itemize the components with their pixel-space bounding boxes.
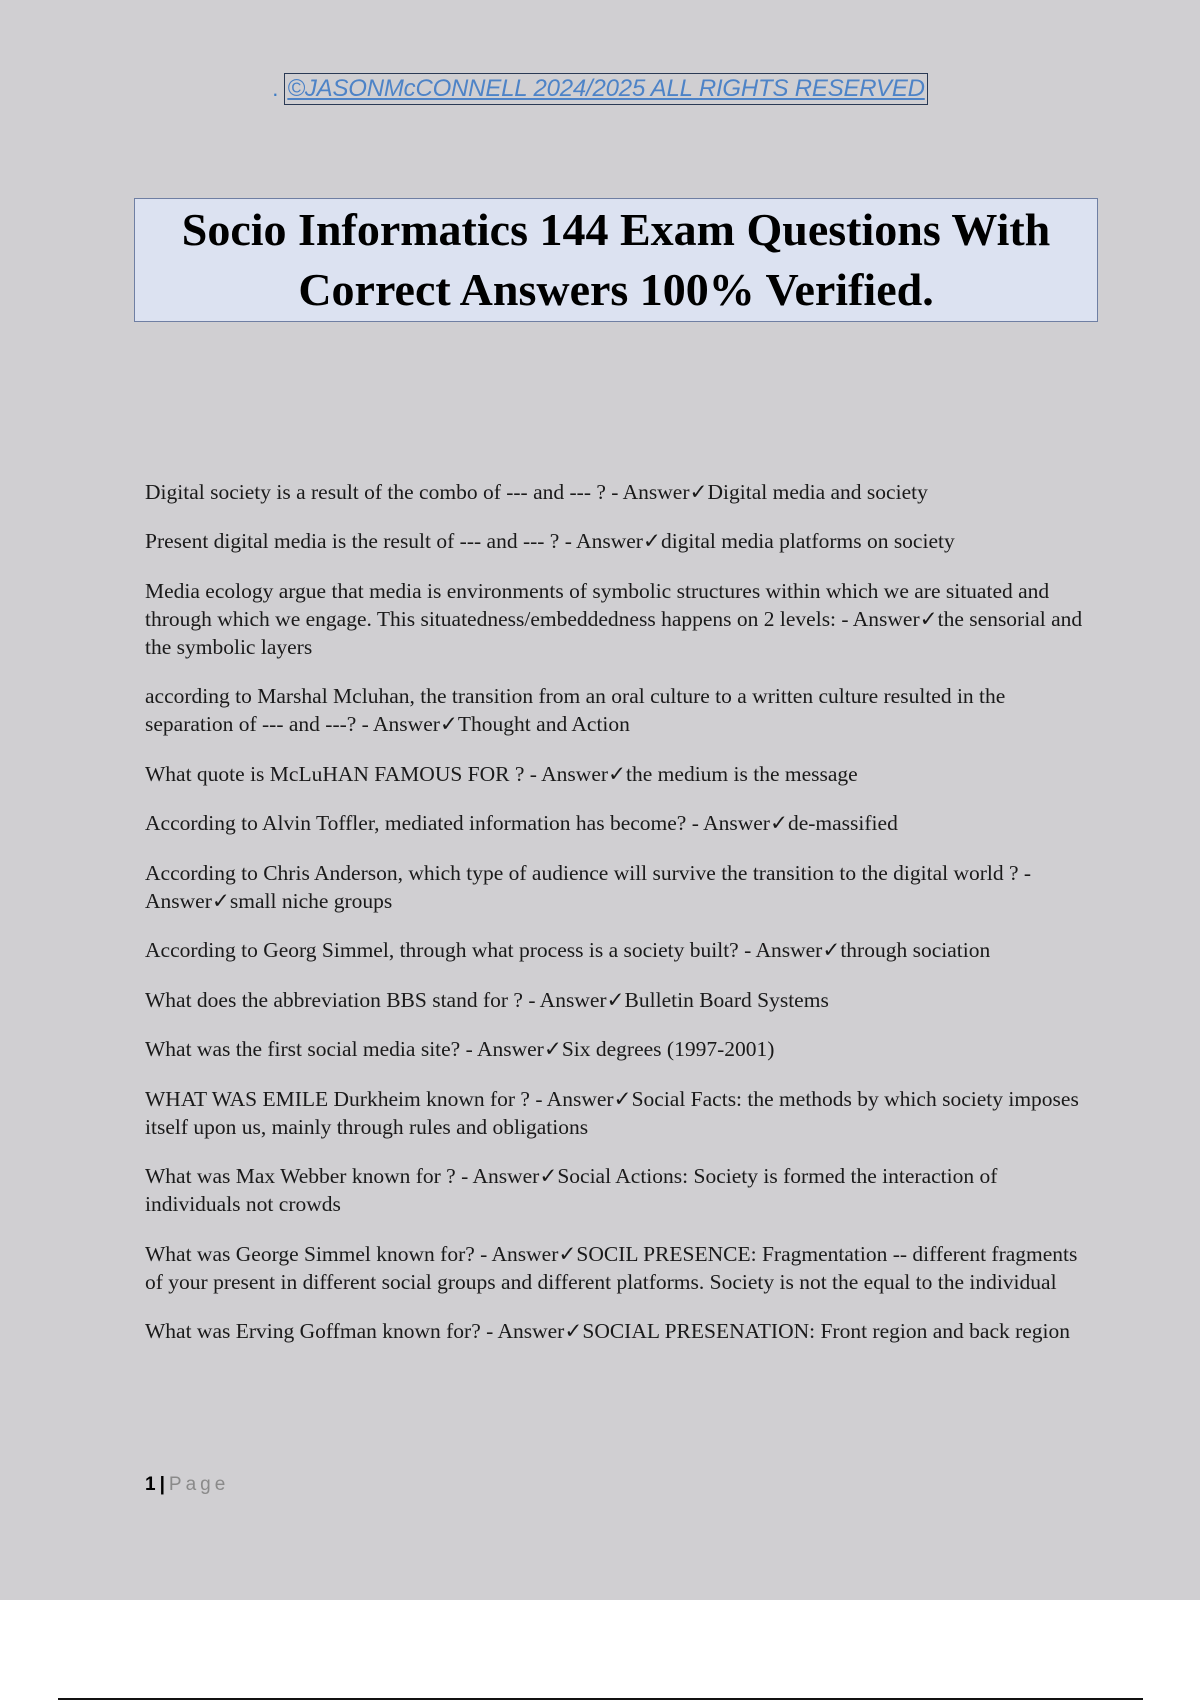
- page-label: Page: [168, 1474, 230, 1495]
- qa-list: [145, 456, 1090, 1365]
- title-line-1: Socio Informatics 144 Exam Questions With: [181, 204, 1051, 255]
- copyright-dot: .: [272, 76, 279, 101]
- page-footer: [145, 1474, 229, 1496]
- qa-item: Media ecology argue that media is environments of symbolic structures within which we are situated and through which we engage. This situatedness/embeddedness happens on 2 levels: - Answer✓the sensorial and the symbolic layers: [145, 578, 1083, 659]
- qa-item: Present digital media is the result of --- and --- ? - Answer✓digital media platforms on society: [145, 529, 955, 553]
- qa-item: According to Georg Simmel, through what process is a society built? - Answer✓through sociation: [145, 938, 991, 962]
- footer-separator: |: [159, 1474, 165, 1495]
- qa-item: What was the first social media site? - Answer✓Six degrees (1997-2001): [145, 1037, 775, 1061]
- qa-item: What was Max Webber known for ? - Answer✓Social Actions: Society is formed the interaction of individuals not crowds: [145, 1164, 998, 1216]
- qa-item: What quote is McLuHAN FAMOUS FOR ? - Answer✓the medium is the message: [145, 761, 858, 786]
- qa-item: according to Marshal Mcluhan, the transition from an oral culture to a written culture resulted in the separation of --- and ---? - Answer✓Thought and Action: [145, 684, 1006, 736]
- qa-item: What was George Simmel known for? - Answer✓SOCIL PRESENCE: Fragmentation -- different fragments of your present in different social groups and different platforms. Society is not the equal to the individual: [145, 1241, 1078, 1294]
- qa-item: What does the abbreviation BBS stand for ? - Answer✓Bulletin Board Systems: [145, 987, 829, 1012]
- title-line-2: Correct Answers 100% Verified.: [298, 264, 934, 315]
- page-number: 1: [145, 1474, 156, 1495]
- qa-item: WHAT WAS EMILE Durkheim known for ? - Answer✓Social Facts: the methods by which society imposes itself upon us, mainly through rules and obligations: [145, 1086, 1079, 1139]
- qa-item: According to Alvin Toffler, mediated information has become? - Answer✓de-massified: [145, 811, 898, 835]
- qa-item: What was Erving Goffman known for? - Answer✓SOCIAL PRESENATION: Front region and back region: [145, 1319, 1071, 1343]
- qa-item: Digital society is a result of the combo of --- and --- ? - Answer✓Digital media and society: [145, 479, 928, 504]
- title-box: [134, 198, 1098, 322]
- qa-item: According to Chris Anderson, which type of audience will survive the transition to the digital world ? - Answer✓small niche groups: [145, 860, 1032, 913]
- copyright-header: [0, 73, 1200, 105]
- copyright-notice: ©JASONMcCONNELL 2024/2025 ALL RIGHTS RESERVED: [284, 73, 927, 105]
